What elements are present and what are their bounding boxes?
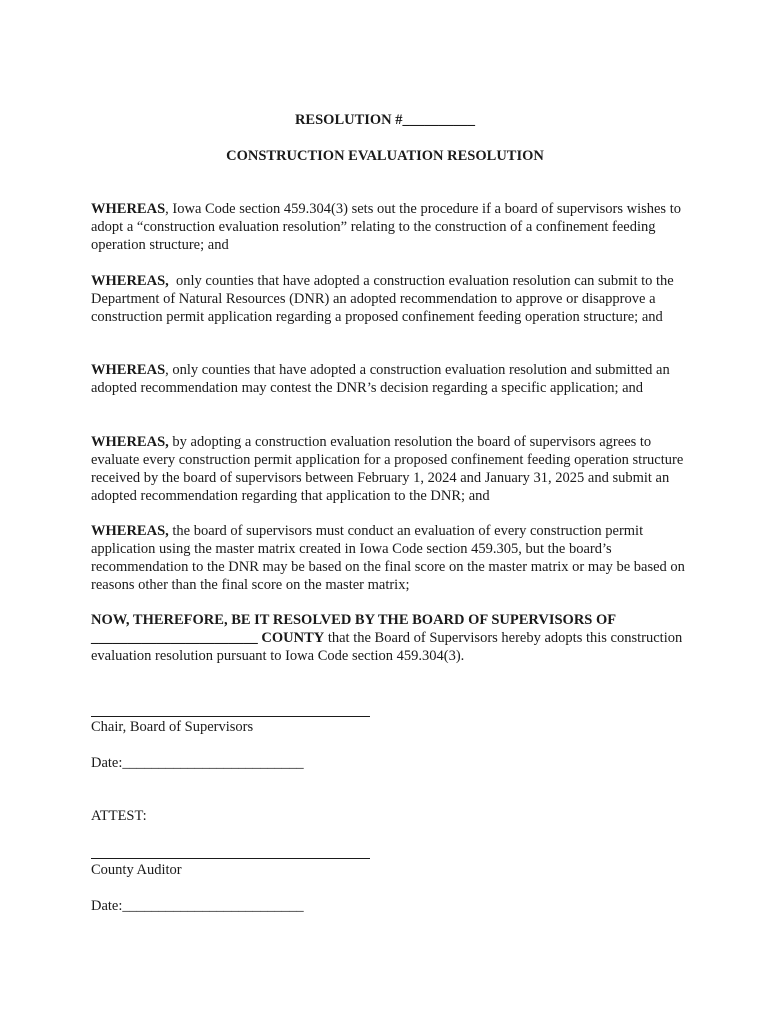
whereas-paragraph-3 — [91, 361, 686, 397]
whereas-lead: WHEREAS — [91, 362, 166, 378]
auditor-date: Date:_________________________ — [91, 898, 304, 914]
whereas-lead: WHEREAS, — [91, 523, 169, 539]
whereas-paragraph-5 — [91, 522, 686, 594]
chair-date: Date:_________________________ — [91, 755, 304, 771]
whereas-paragraph-1 — [91, 200, 686, 254]
chair-signature-line — [91, 716, 370, 717]
resolved-lead: NOW, THEREFORE, BE IT RESOLVED BY THE BOARD OF SUPERVISORS OF _______________________ COUNTY — [91, 612, 616, 646]
whereas-text: the board of supervisors must conduct an evaluation of every construction permit application using the master matrix created in Iowa Code section 459.305, but the board’s recommendation to the DNR may be based on the final score on the master matrix or may be based on reasons other than the final score on the master matrix; — [91, 523, 685, 593]
whereas-paragraph-2 — [91, 272, 686, 326]
chair-label: Chair, Board of Supervisors — [91, 719, 254, 735]
attest-label: ATTEST: — [91, 808, 147, 824]
resolution-title: CONSTRUCTION EVALUATION RESOLUTION — [226, 148, 544, 164]
whereas-text: only counties that have adopted a construction evaluation resolution can submit to the Department of Natural Resources (DNR) an adopted recommendation to approve or disapprove a construction permit application regarding a proposed confinement feeding operation structure; and — [91, 273, 678, 325]
whereas-paragraph-4 — [91, 433, 686, 505]
auditor-signature-line — [91, 858, 370, 859]
resolution-number: RESOLUTION #__________ — [294, 112, 476, 128]
whereas-text: by adopting a construction evaluation resolution the board of supervisors agrees to evaluate every construction permit application for a proposed confinement feeding operation structure received by the board of supervisors between February 1, 2024 and January 31, 2025 and submit an adopted recommendation regarding that application to the DNR; and — [91, 434, 684, 504]
whereas-lead: WHEREAS, — [91, 434, 169, 450]
whereas-text: , Iowa Code section 459.304(3) sets out the procedure if a board of supervisors wishes to adopt a “construction evaluation resolution” relating to the construction of a confinement feeding operation structure; and — [91, 201, 681, 253]
resolved-paragraph — [91, 611, 686, 665]
whereas-text: , only counties that have adopted a construction evaluation resolution and submitted an adopted recommendation may contest the DNR’s decision regarding a specific application; and — [91, 362, 670, 396]
whereas-lead: WHEREAS, — [91, 273, 169, 289]
auditor-label: County Auditor — [91, 862, 182, 878]
whereas-lead: WHEREAS — [91, 201, 166, 217]
resolved-text: that the Board of Supervisors hereby adopts this construction evaluation resolution pursuant to Iowa Code section 459.304(3). — [91, 630, 683, 664]
